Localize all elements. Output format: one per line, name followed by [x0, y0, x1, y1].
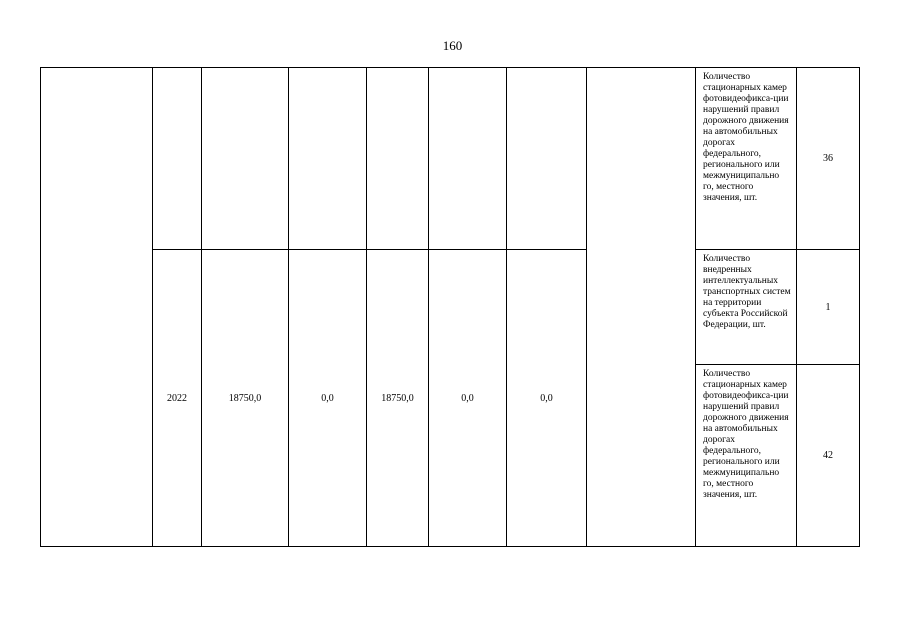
table-row [41, 250, 860, 365]
empty-cell [429, 68, 507, 250]
table-row [41, 68, 860, 250]
empty-cell [587, 68, 696, 547]
program-table [40, 67, 860, 547]
regional-funding-cell: 18750,0 [367, 250, 429, 547]
indicator-value: 36 [797, 68, 860, 250]
empty-cell [507, 68, 587, 250]
indicator-name: Количество стационарных камер фотовидеофикса-ции нарушений правил дорожного движения на автомобильных дорогах федерального, регионального или межмуниципально го, местного значения, шт. [696, 365, 797, 547]
year-cell: 2022 [153, 250, 202, 547]
empty-cell [367, 68, 429, 250]
indicator-value: 1 [797, 250, 860, 365]
page-number: 160 [442, 38, 463, 53]
extrabudgetary-funding-cell: 0,0 [507, 250, 587, 547]
empty-cell [153, 68, 202, 250]
indicator-name: Количество стационарных камер фотовидеофикса-ции нарушений правил дорожного движения на автомобильных дорогах федерального, регионального или межмуниципально го, местного значения, шт. [696, 68, 797, 250]
indicator-name: Количество внедренных интеллектуальных транспортных систем на территории субъекта Российской Федерации, шт. [696, 250, 797, 365]
empty-cell [289, 68, 367, 250]
empty-cell [202, 68, 289, 250]
federal-funding-cell: 0,0 [289, 250, 367, 547]
indicator-value: 42 [797, 365, 860, 547]
total-funding-cell: 18750,0 [202, 250, 289, 547]
local-funding-cell: 0,0 [429, 250, 507, 547]
empty-cell [41, 68, 153, 547]
